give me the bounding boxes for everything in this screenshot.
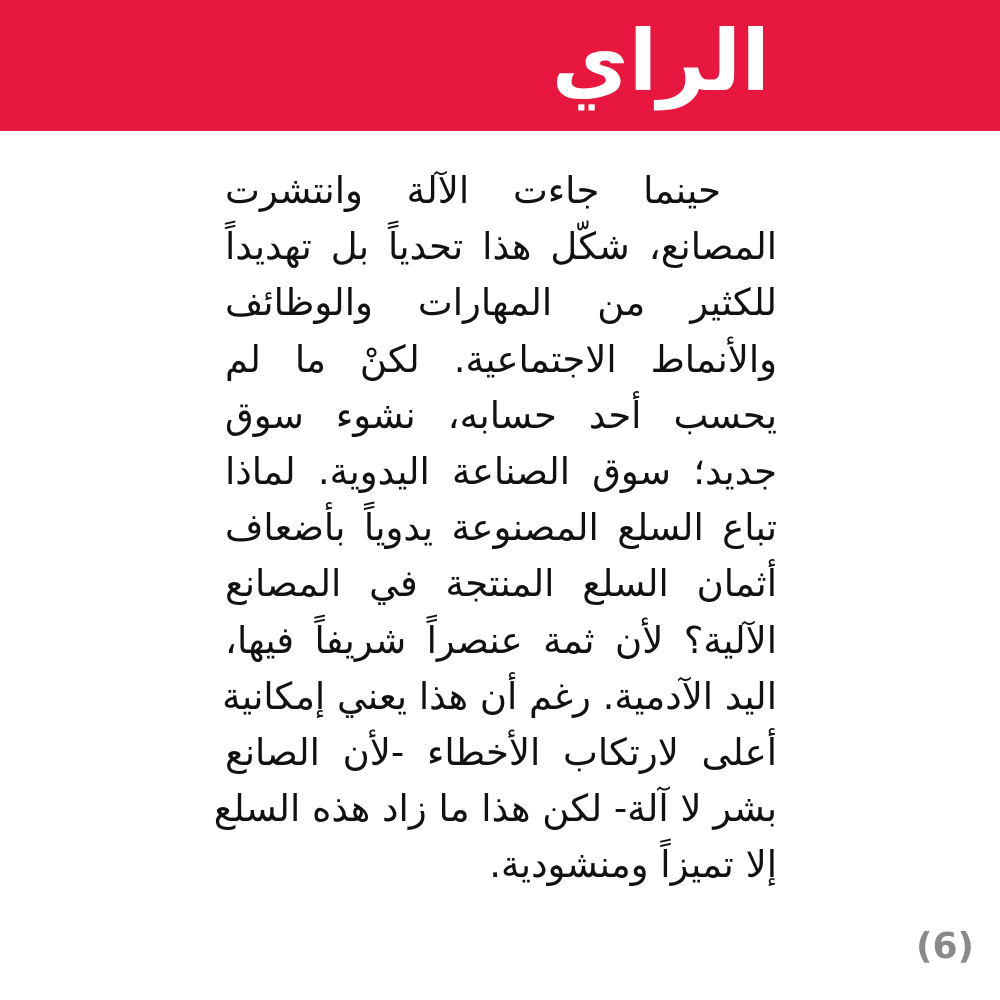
article-line: والأنماط الاجتماعية. لكنْ ما لم (225, 337, 777, 381)
article-line: أعلى لارتكاب الأخطاء -لأن الصانع (225, 730, 777, 774)
article-line: اليد الآدمية. رغم أن هذا يعني إمكانية (222, 674, 777, 718)
article-text (213, 163, 777, 893)
article-line: الآلية؟ لأن ثمة عنصراً شريفاً فيها، (225, 618, 777, 662)
alrai-logo: الراي (551, 12, 770, 110)
article-line: تباع السلع المصنوعة يدوياً بأضعاف (225, 506, 777, 550)
article-line: حينما جاءت الآلة وانتشرت (225, 169, 721, 212)
article-line: جديد؛ سوق الصناعة اليدوية. لماذا (225, 449, 777, 493)
article-line: بشر لا آلة- لكن هذا ما زاد هذه السلع (213, 787, 777, 831)
article-line: للكثير من المهارات والوظائف (225, 281, 777, 325)
page-number: (6) (916, 926, 974, 967)
article-line: المصانع، شكّل هذا تحدياً بل تهديداً (225, 225, 777, 269)
header-bar (0, 0, 1000, 131)
article-line: أثمان السلع المنتجة في المصانع (225, 562, 777, 606)
article-line: يحسب أحد حسابه، نشوء سوق (225, 393, 777, 437)
article-line: إلا تميزاً ومنشودية. (489, 843, 777, 887)
